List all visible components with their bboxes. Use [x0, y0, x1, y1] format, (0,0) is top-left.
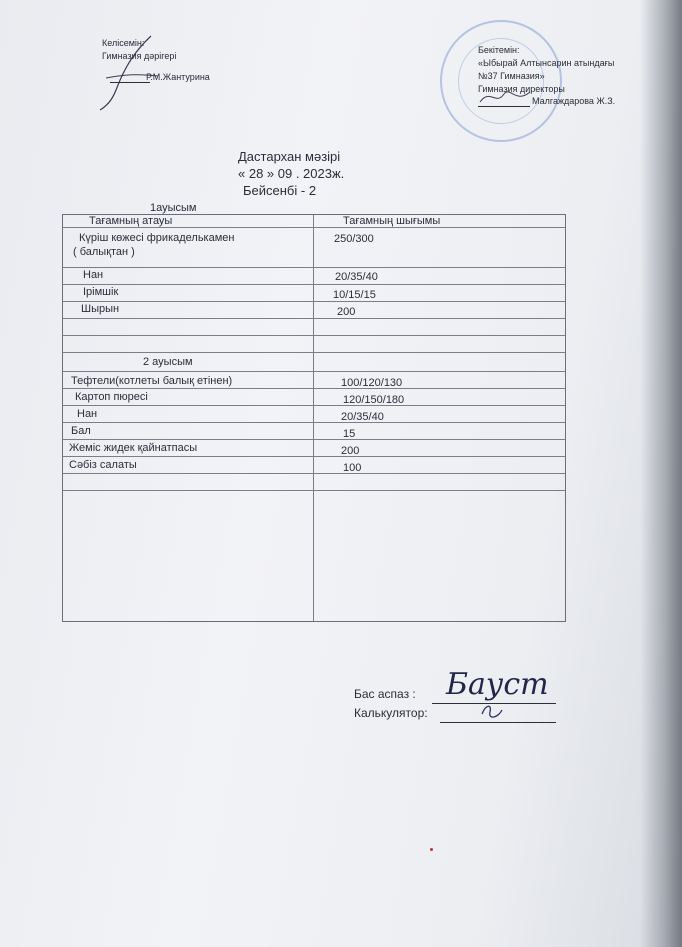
calculator-signature-icon [478, 700, 506, 722]
menu-date: « 28 » 09 . 2023ж. [238, 166, 345, 181]
dish-name: Картоп пюресі [75, 391, 148, 403]
approval-right-heading: Бекітемін: [478, 45, 520, 55]
dish-name: Ірімшік [83, 286, 119, 298]
dish-output: 250/300 [334, 233, 374, 245]
director-signature-icon [476, 84, 534, 110]
dish-name: Жеміс жидек қайнатпасы [69, 442, 198, 454]
dish-name: Шырын [81, 303, 120, 315]
approval-right-gymnasium: №37 Гимназия» [478, 71, 545, 81]
dish-name-note: ( балықтан ) [73, 246, 135, 258]
approval-left-name: Р.М.Жантурина [146, 72, 210, 82]
dish-name: Тефтели(котлеты балық етінен) [71, 375, 233, 387]
dish-output: 200 [337, 306, 356, 318]
page-shadow-edge [640, 0, 682, 947]
dish-name: Сәбіз салаты [69, 459, 137, 471]
dish-name: Бал [71, 425, 91, 437]
column-header-name: Тағамның атауы [89, 215, 173, 227]
menu-weekday: Бейсенбі - 2 [243, 183, 317, 198]
dish-output: 20/35/40 [335, 271, 378, 283]
dish-name: Нан [83, 269, 104, 281]
ink-dot [430, 848, 433, 851]
approval-left-role: Гимназия дәрігері [102, 51, 177, 61]
menu-title: Дастархан мәзірі [238, 149, 341, 164]
approval-left-heading: Келісемін: [102, 38, 145, 48]
calculator-label: Калькулятор: [354, 706, 428, 720]
menu-table [62, 214, 566, 622]
dish-name: Нан [77, 408, 98, 420]
dish-name: Күріш көжесі фрикаделькамен [79, 232, 235, 244]
shift-2-label: 2 ауысым [143, 356, 193, 368]
approval-right-role: Гимназия директоры [478, 84, 565, 94]
dish-output: 10/15/15 [333, 289, 376, 301]
chef-signature: Бауст [446, 667, 549, 702]
doctor-signature-icon [96, 30, 166, 112]
shift-1-label: 1ауысым [150, 202, 197, 214]
dish-output: 100/120/130 [341, 377, 403, 389]
approval-right-school: «Ыбырай Алтынсарин атындағы [478, 58, 615, 68]
chef-label: Бас аспаз : [354, 687, 416, 701]
dish-output: 20/35/40 [341, 411, 384, 423]
dish-output: 120/150/180 [343, 394, 405, 406]
dish-output: 15 [343, 428, 356, 440]
dish-output: 200 [341, 445, 360, 457]
approval-right-name: Малгаждарова Ж.З. [532, 96, 616, 106]
dish-output: 100 [343, 462, 362, 474]
column-header-output: Тағамның шығымы [343, 215, 441, 227]
